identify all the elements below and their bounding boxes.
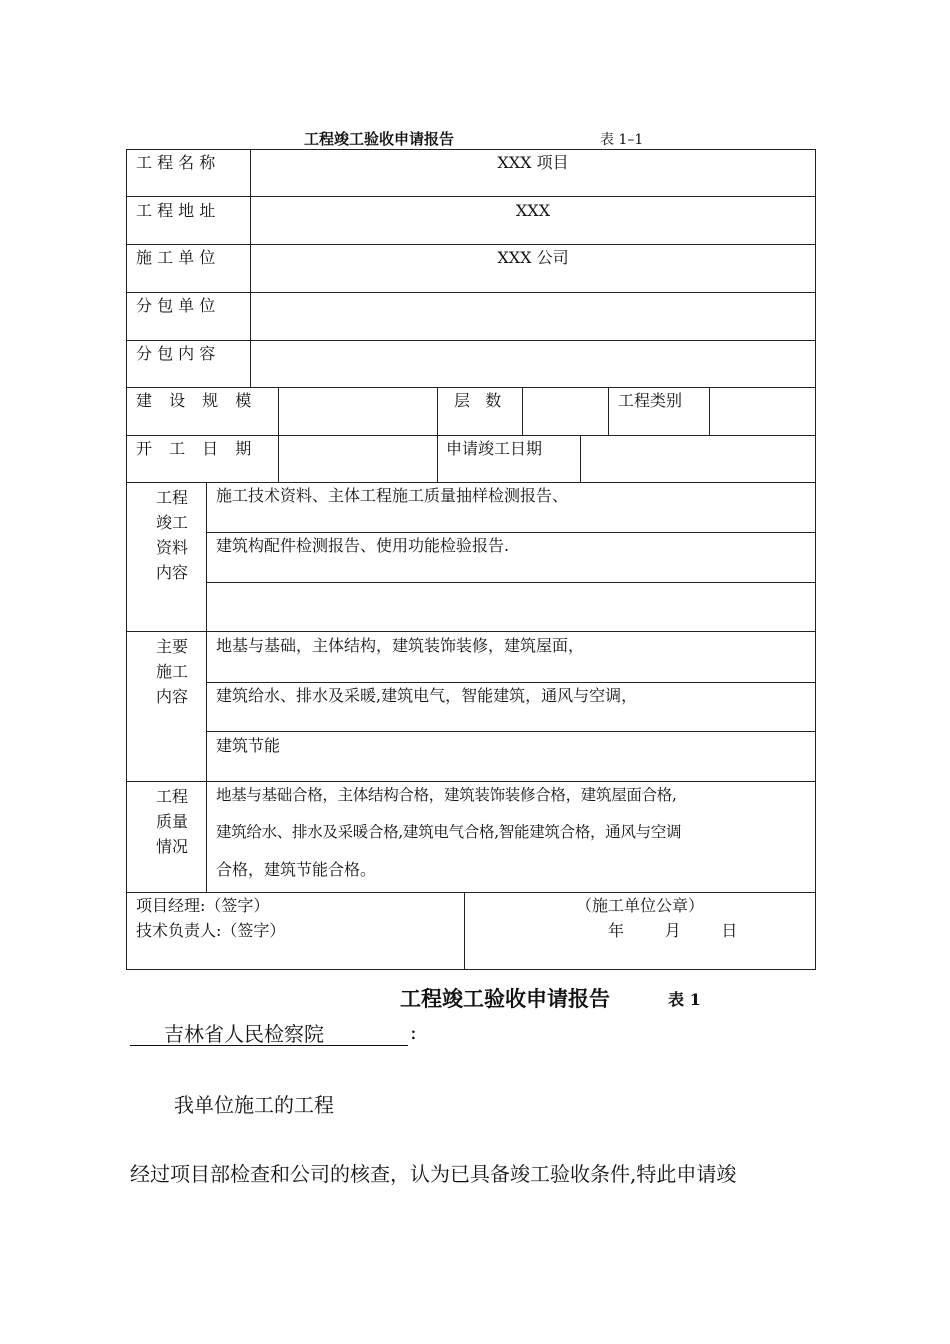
quality-line-1: 地基与基础合格，主体结构合格，建筑装饰装修合格，建筑屋面合格, xyxy=(216,786,677,804)
quality-label: 工程 质量 情况 xyxy=(155,787,188,856)
letter-table-code: 表 1 xyxy=(668,990,701,1009)
quality-line-2: 建筑给水、排水及采暖合格,建筑电气合格,智能建筑合格，通风与空调 xyxy=(216,823,682,841)
quality-line-3: 合格，建筑节能合格。 xyxy=(216,860,377,879)
main-work-line-3: 建筑节能 xyxy=(216,736,281,755)
sign-date: 年 月 日 xyxy=(608,921,738,940)
main-work-line-2: 建筑给水、排水及采暖,建筑电气，智能建筑，通风与空调， xyxy=(216,686,638,705)
manager-signature: 项目经理:（签字） xyxy=(136,896,270,915)
project-address-label: 工 程 地 址 xyxy=(136,201,216,220)
contractor-seal: （施工单位公章） xyxy=(575,896,704,915)
apply-date-label: 申请竣工日期 xyxy=(446,439,543,458)
docs-line-1: 施工技术资料、主体工程施工质量抽样检测报告、 xyxy=(216,486,569,505)
letter-para-1: 我单位施工的工程 xyxy=(174,1093,334,1117)
project-name-label: 工 程 名 称 xyxy=(136,153,216,172)
form-table-code: 表 1–1 xyxy=(600,132,644,148)
addressee-colon: : xyxy=(410,1020,417,1044)
category-label: 工程类别 xyxy=(618,391,683,410)
contractor-label: 施 工 单 位 xyxy=(136,248,216,267)
floors-label: 层 数 xyxy=(454,391,502,410)
subcontractor-label: 分 包 单 位 xyxy=(136,296,216,315)
project-name-value: XXX 项目 xyxy=(497,153,569,172)
contractor-value: XXX 公司 xyxy=(497,248,569,267)
docs-line-2: 建筑构配件检测报告、使用功能检验报告. xyxy=(216,536,510,555)
project-address-value: XXX xyxy=(515,201,551,220)
form-title: 工程竣工验收申请报告 xyxy=(304,130,455,148)
main-work-line-1: 地基与基础，主体结构，建筑装饰装修，建筑屋面， xyxy=(216,636,585,655)
start-date-label: 开 工 日 期 xyxy=(136,439,258,458)
letter-para-2: 经过项目部检查和公司的核查，认为已具备竣工验收条件,特此申请竣 xyxy=(130,1162,737,1186)
acceptance-form-table xyxy=(126,149,816,970)
subcontract-content-label: 分 包 内 容 xyxy=(136,344,216,363)
main-work-label: 主要 施工 内容 xyxy=(155,637,188,706)
tech-lead-signature: 技术负责人:（签字） xyxy=(136,921,286,940)
scale-label: 建 设 规 模 xyxy=(136,391,258,410)
docs-label: 工程 竣工 资料 内容 xyxy=(155,488,188,582)
letter-title: 工程竣工验收申请报告 xyxy=(400,986,610,1011)
letter-addressee: 吉林省人民检察院 xyxy=(130,1018,408,1046)
